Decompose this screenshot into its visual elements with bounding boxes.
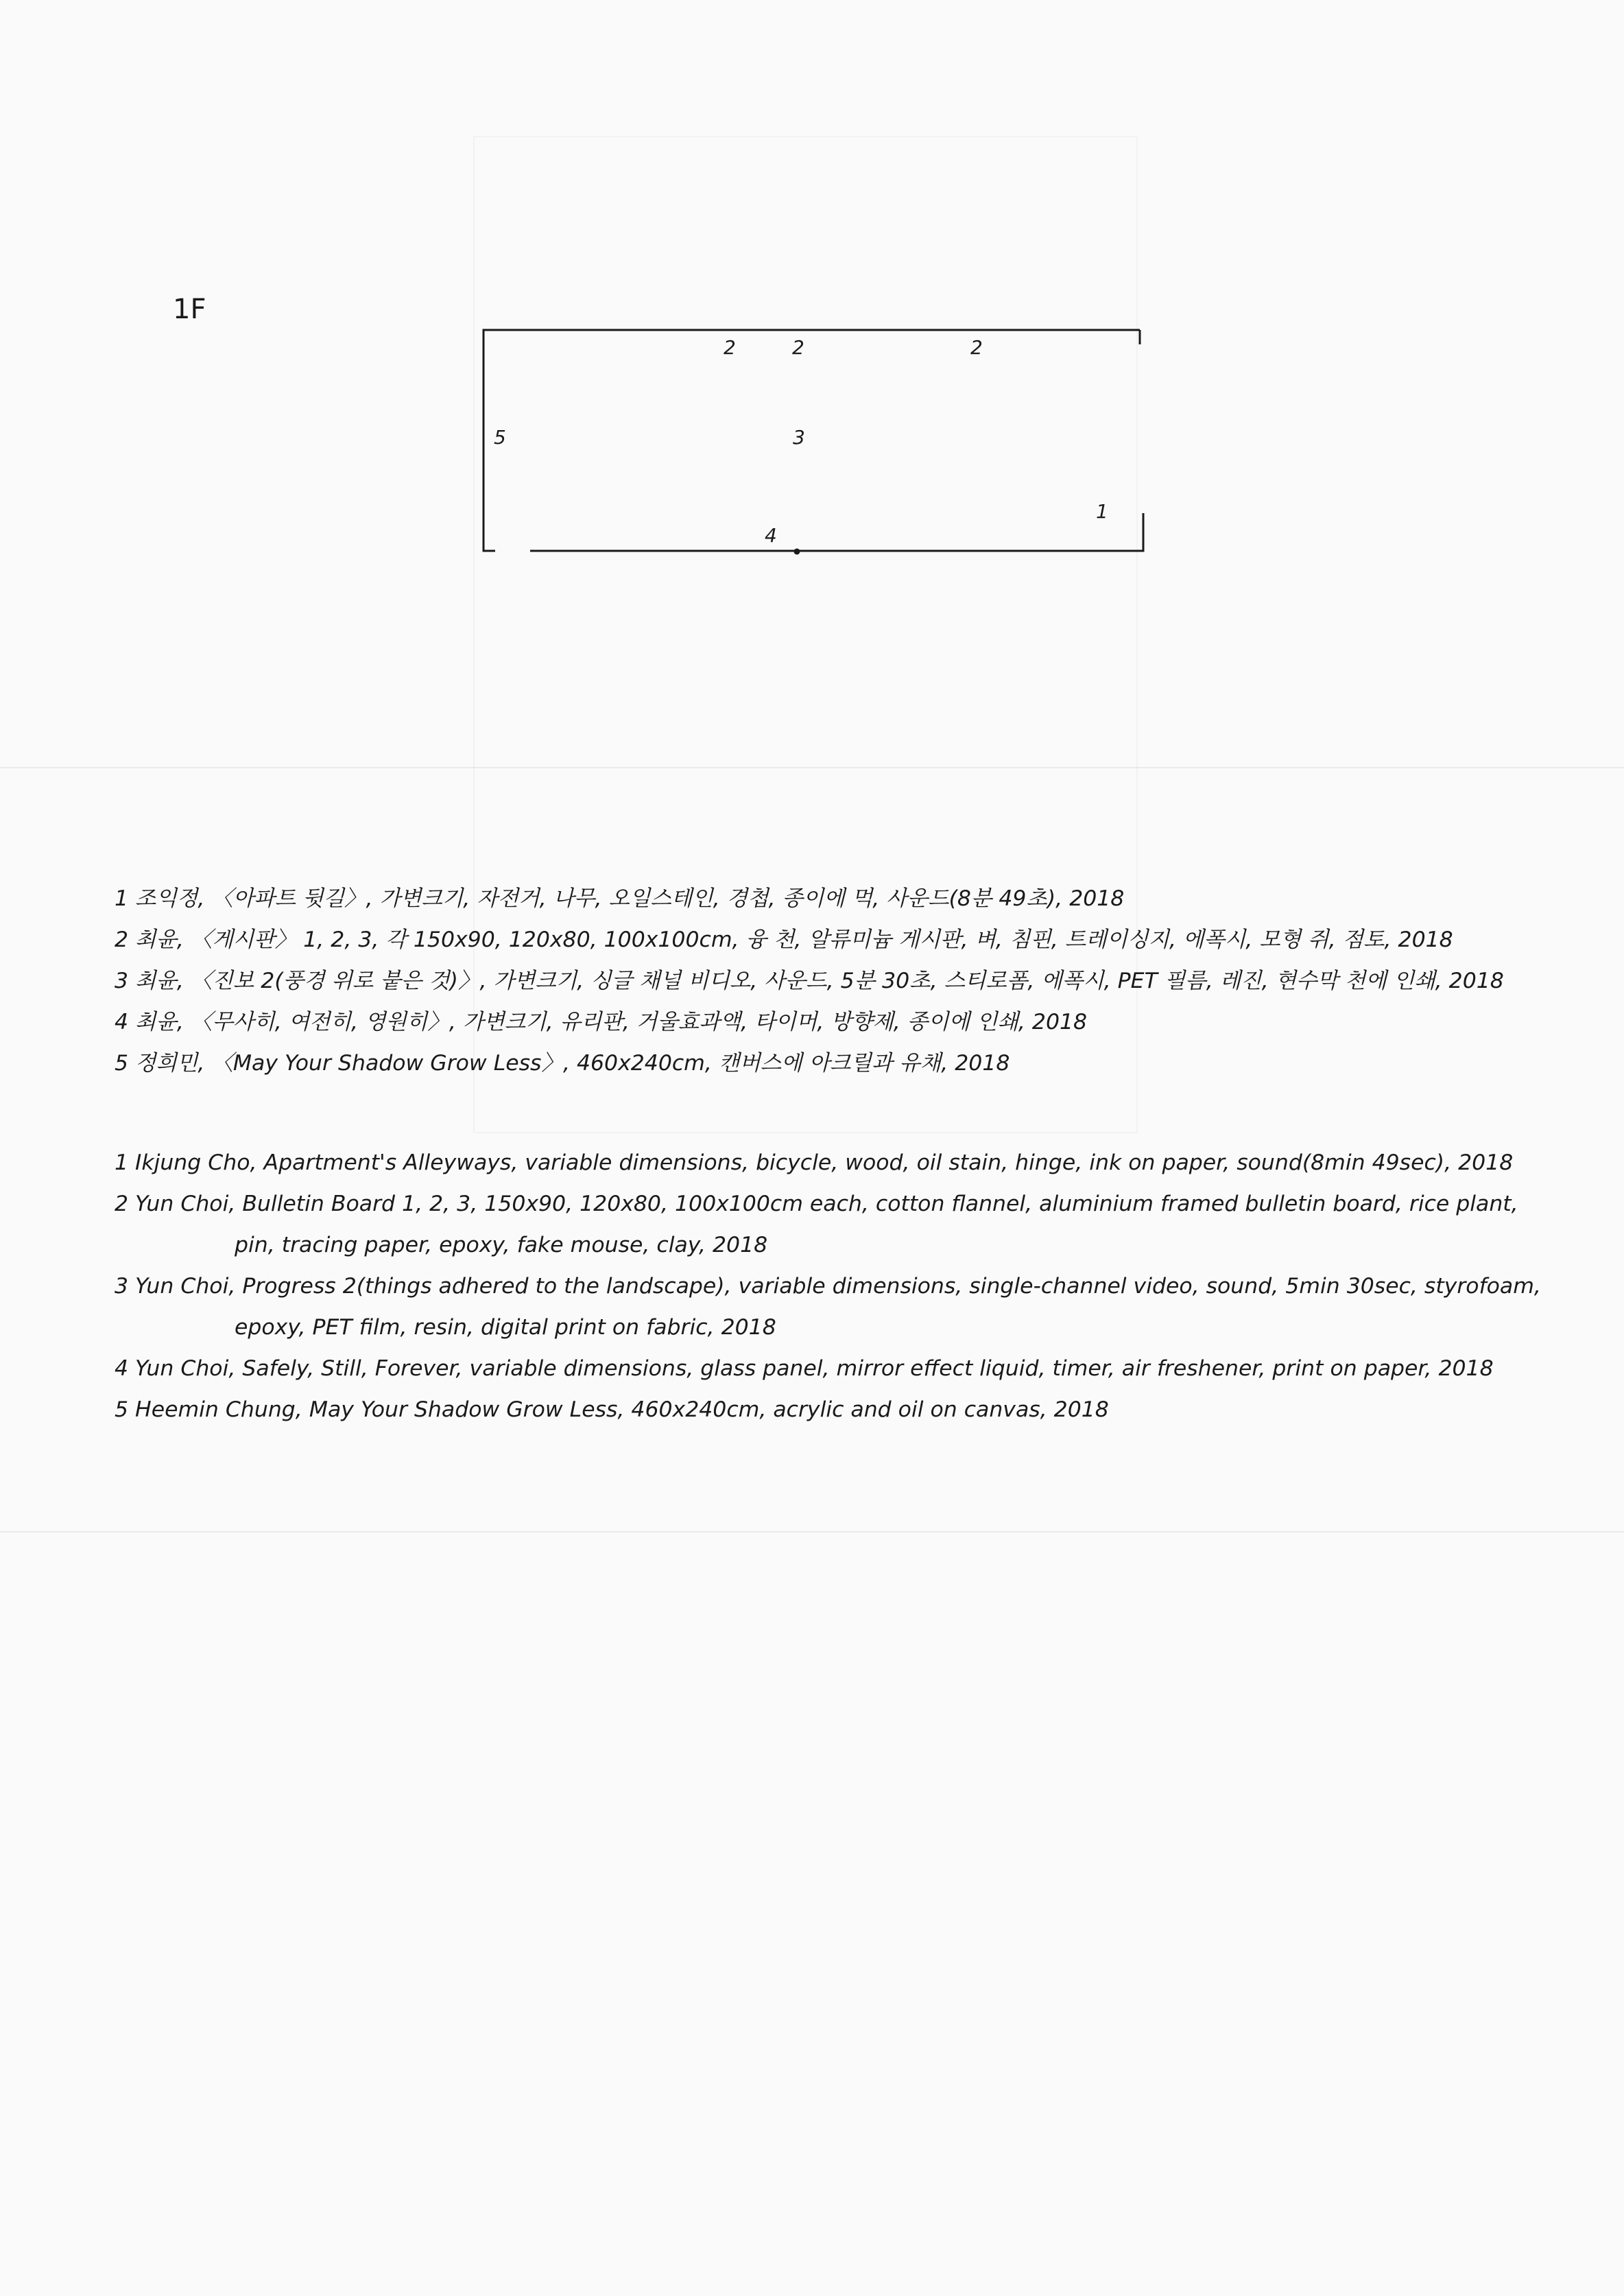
caption-list-korean (115, 878, 1504, 1084)
plan-number-3: 3 (793, 426, 805, 449)
plan-wall-outline (483, 330, 1140, 551)
caption-item: 3 최윤, 〈진보 2(풍경 위로 붙은 것)〉, 가변크기, 싱글 채널 비디오, 사운드, 5분 30초, 스티로폼, 에폭시, PET 필름, 레진, 현수막 천에 인쇄, 2018 (115, 969, 1504, 993)
caption-line: 3 Yun Choi, Progress 2(things adhered to the landscape), variable dimensions, single-channel video, sound, 5min 30sec, styrofoam, (115, 1274, 1541, 1299)
paper-fold-line (0, 1531, 1624, 1532)
caption-item: 5 정희민, 〈May Your Shadow Grow Less〉, 460x240cm, 캔버스에 아크릴과 유채, 2018 (115, 1051, 1010, 1076)
paper-fold-line (0, 767, 1624, 768)
caption-item (115, 1183, 1541, 1266)
caption-item: 2 최윤, 〈게시판〉 1, 2, 3, 각 150x90, 120x80, 100x100cm, 융 천, 알류미늄 게시판, 벼, 침핀, 트레이싱지, 에폭시, 모형 쥐, 점토, 2018 (115, 927, 1453, 952)
plan-marker-dot (794, 549, 800, 555)
floor-plan (480, 322, 1145, 563)
plan-number-2: 2 (970, 336, 983, 359)
caption-line: 2 Yun Choi, Bulletin Board 1, 2, 3, 150x90, 120x80, 100x100cm each, cotton flannel, aluminium framed bulletin board, rice plant, (115, 1192, 1518, 1216)
plan-number-2: 2 (724, 336, 736, 359)
caption-line: 5 Heemin Chung, May Your Shadow Grow Less, 460x240cm, acrylic and oil on canvas, 2018 (115, 1397, 1109, 1422)
plan-number-5: 5 (494, 426, 506, 449)
plan-number-2: 2 (792, 336, 804, 359)
caption-item (115, 1348, 1541, 1389)
caption-line-continued: epoxy, PET film, resin, digital print on fabric, 2018 (235, 1315, 776, 1340)
caption-item: 1 조익정, 〈아파트 뒷길〉, 가변크기, 자전거, 나무, 오일스테인, 경첩, 종이에 먹, 사운드(8분 49초), 2018 (115, 886, 1125, 911)
caption-line-continued: pin, tracing paper, epoxy, fake mouse, clay, 2018 (235, 1233, 768, 1257)
caption-item (115, 1389, 1541, 1430)
floor-label: 1F (173, 294, 206, 325)
caption-line: 4 Yun Choi, Safely, Still, Forever, variable dimensions, glass panel, mirror effect liquid, timer, air freshener, print on paper, 2018 (115, 1356, 1494, 1381)
caption-item (115, 1266, 1541, 1348)
plan-number-4: 4 (765, 524, 777, 547)
caption-line: 1 Ikjung Cho, Apartment's Alleyways, variable dimensions, bicycle, wood, oil stain, hinge, ink on paper, sound(8min 49sec), 2018 (115, 1150, 1514, 1175)
caption-item: 4 최윤, 〈무사히, 여전히, 영원히〉, 가변크기, 유리판, 거울효과액, 타이머, 방향제, 종이에 인쇄, 2018 (115, 1010, 1088, 1034)
caption-list-english (115, 1142, 1541, 1430)
plan-number-1: 1 (1096, 500, 1108, 523)
caption-item (115, 1142, 1541, 1183)
plan-wall-bottom (530, 513, 1143, 551)
